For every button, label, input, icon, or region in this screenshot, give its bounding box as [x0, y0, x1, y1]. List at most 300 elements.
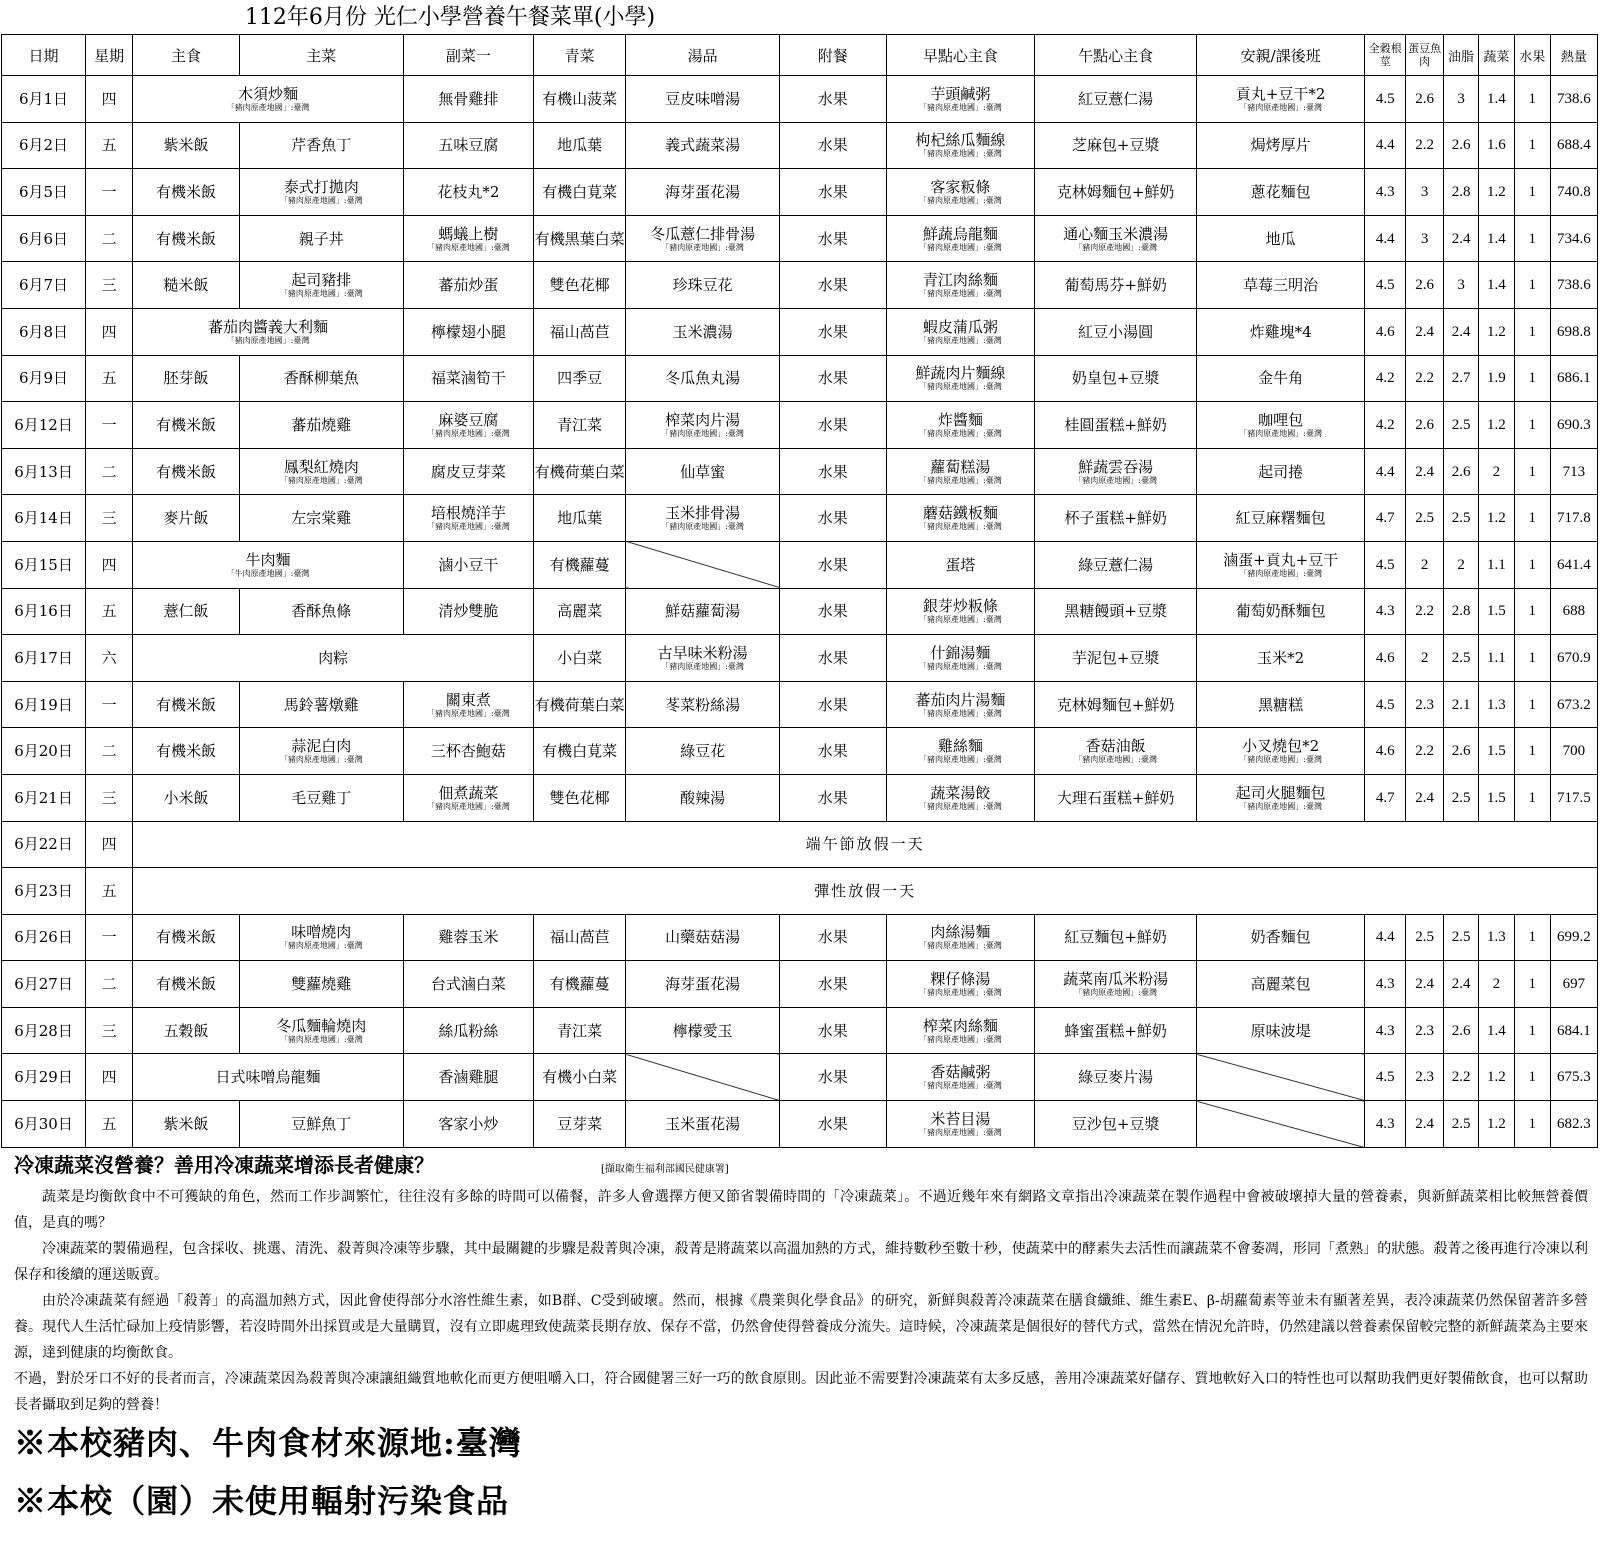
vegetable-cell-text: 有機山菠菜	[542, 89, 618, 108]
date-cell	[2, 961, 86, 1008]
side-dish-cell-text: 佃煮蔬菜	[438, 783, 499, 802]
nutrition-cell-text: 2.4	[1415, 976, 1435, 993]
nutrition-cell	[1444, 1054, 1479, 1101]
afterschool-cell	[1197, 914, 1365, 961]
weekday-cell-text: 四	[101, 555, 117, 574]
nutrition-cell	[1365, 1007, 1406, 1054]
origin-note: 「豬肉原產地國」:臺灣	[279, 941, 363, 951]
afterschool-cell-text: 起司火腿麵包	[1235, 783, 1326, 802]
nutrition-cell-text: 3	[1420, 183, 1429, 200]
soup-cell	[626, 495, 780, 542]
snack-cell	[1035, 495, 1197, 542]
nutrition-cell-text: 2.5	[1451, 416, 1471, 433]
nutrition-cell	[1444, 541, 1479, 588]
origin-note: 「豬肉原產地國」:臺灣	[1074, 242, 1157, 252]
nutrition-cell-text: 2.3	[1415, 1069, 1435, 1086]
table-row	[2, 122, 1598, 169]
snack-cell-text: 紅豆小湯圓	[1078, 322, 1154, 341]
breakfast-cell-text: 榨菜肉絲麵	[922, 1016, 998, 1035]
nutrition-cell	[1478, 262, 1514, 309]
snack-cell	[1035, 1101, 1197, 1148]
afterschool-cell	[1197, 215, 1365, 262]
column-header: 蔬菜	[1478, 35, 1514, 76]
nutrition-cell	[1444, 169, 1479, 216]
date-cell	[2, 169, 86, 216]
nutrition-cell	[1365, 448, 1406, 495]
weekday-cell-text: 五	[101, 369, 117, 388]
nutrition-cell	[1478, 541, 1514, 588]
staple-cell-text: 薏仁飯	[163, 602, 209, 621]
nutrition-cell-text: 1.2	[1487, 1116, 1506, 1133]
vegetable-cell	[533, 774, 625, 821]
nutrition-cell	[1478, 681, 1514, 728]
nutrition-cell-text: 1.4	[1487, 1022, 1506, 1039]
weekday-cell	[86, 122, 133, 169]
vegetable-cell-text: 青江菜	[557, 1021, 603, 1040]
nutrition-cell	[1406, 541, 1444, 588]
breakfast-cell-text: 蔬菜湯餃	[930, 783, 991, 802]
side-dish-cell	[403, 1101, 533, 1148]
nutrition-cell	[1444, 448, 1479, 495]
side-dish-cell-text: 培根燒洋芋	[430, 504, 506, 523]
nutrition-cell-text: 2.6	[1451, 463, 1471, 480]
nutrition-cell-text: 1.4	[1487, 90, 1506, 107]
weekday-cell-text: 六	[101, 648, 117, 667]
origin-note: 「豬肉原產地國」:臺灣	[919, 708, 1002, 718]
nutrition-cell-text: 2.6	[1415, 277, 1435, 294]
nutrition-cell	[1478, 635, 1514, 682]
nutrition-cell	[1444, 355, 1479, 402]
snack-cell-text: 桂圓蛋糕+鮮奶	[1064, 415, 1167, 434]
afterschool-cell	[1197, 728, 1365, 775]
breakfast-cell-text: 什錦湯麵	[930, 643, 991, 662]
staple-cell-text: 有機米飯	[155, 928, 216, 947]
extra-cell-text: 水果	[817, 509, 848, 528]
afterschool-cell-text: 蔥花麵包	[1250, 182, 1311, 201]
date-cell-text: 6月27日	[14, 975, 73, 994]
nutrition-cell-text: 1	[1528, 370, 1537, 387]
main-dish-cell-text: 蒜泥白肉	[291, 737, 352, 756]
nutrition-cell-text: 1	[1528, 789, 1537, 806]
origin-note: 「豬肉原產地國」:臺灣	[919, 1128, 1002, 1138]
main-dish-cell	[239, 728, 403, 775]
nutrition-cell-text: 697	[1562, 976, 1586, 993]
side-dish-cell-text: 螞蟻上樹	[438, 224, 499, 243]
date-cell	[2, 355, 86, 402]
nutrition-cell-text: 1.2	[1487, 323, 1506, 340]
side-dish-cell	[403, 588, 533, 635]
column-header: 湯品	[626, 35, 780, 76]
main-dish-cell	[239, 355, 403, 402]
soup-cell-text: 榨菜肉片湯	[665, 410, 741, 429]
staple-cell-text: 有機米飯	[155, 742, 216, 761]
nutrition-cell-text: 670.9	[1556, 649, 1591, 666]
staple-cell	[133, 215, 240, 262]
snack-cell-text: 黑糖饅頭+豆漿	[1064, 602, 1167, 621]
weekday-cell	[86, 635, 133, 682]
staple-cell	[133, 1007, 240, 1054]
side-dish-cell-text: 麻婆豆腐	[438, 410, 499, 429]
nutrition-cell-text: 4.3	[1375, 183, 1395, 200]
nutrition-cell	[1444, 728, 1479, 775]
nutrition-cell-text: 1	[1528, 416, 1537, 433]
origin-note: 「豬肉原產地國」:臺灣	[427, 801, 510, 811]
nutrition-cell-text: 1	[1528, 743, 1537, 760]
weekday-cell	[86, 774, 133, 821]
nutrition-cell	[1406, 1007, 1444, 1054]
snack-cell-text: 通心麵玉米濃湯	[1063, 224, 1169, 243]
nutrition-cell	[1478, 728, 1514, 775]
nutrition-cell-text: 2.6	[1415, 416, 1435, 433]
main-dish-cell-text: 芹香魚丁	[291, 136, 352, 155]
column-header: 副菜一	[403, 35, 533, 76]
article-title: 冷凍蔬菜沒營養？善用冷凍蔬菜增添長者健康？	[14, 1153, 434, 1177]
side-dish-cell-text: 滷小豆干	[438, 555, 499, 574]
nutrition-cell	[1406, 448, 1444, 495]
nutrition-cell	[1550, 588, 1597, 635]
main-dish-cell	[239, 588, 403, 635]
nutrition-cell-text: 2.5	[1451, 510, 1471, 527]
nutrition-cell	[1550, 961, 1597, 1008]
date-cell	[2, 76, 86, 123]
side-dish-cell-text: 無骨雞排	[438, 89, 499, 108]
snack-cell	[1035, 774, 1197, 821]
nutrition-cell-text: 2.5	[1415, 510, 1435, 527]
snack-cell-text: 綠豆麥片湯	[1078, 1068, 1154, 1087]
nutrition-cell-text: 698.8	[1556, 323, 1591, 340]
soup-cell-text: 冬瓜薏仁排骨湯	[650, 224, 756, 243]
breakfast-cell	[886, 355, 1035, 402]
column-header: 附餐	[779, 35, 886, 76]
snack-cell-text: 紅豆麵包+鮮奶	[1064, 928, 1167, 947]
side-dish-cell	[403, 308, 533, 355]
origin-note: 「豬肉原產地國」:臺灣	[919, 102, 1002, 112]
vegetable-cell	[533, 122, 625, 169]
nutrition-cell-text: 1.2	[1487, 1069, 1506, 1086]
nutrition-cell-text: 738.6	[1556, 90, 1591, 107]
side-dish-cell-text: 三杯杏鮑菇	[430, 742, 506, 761]
extra-cell	[779, 262, 886, 309]
date-cell-text: 6月22日	[14, 835, 73, 854]
nutrition-cell-text: 2.8	[1451, 183, 1471, 200]
article-source: [擷取衛生福利部國民健康署]	[600, 1164, 729, 1175]
breakfast-cell	[886, 681, 1035, 728]
weekday-cell	[86, 448, 133, 495]
main-dish-cell	[239, 169, 403, 216]
breakfast-cell-text: 香菇鹹粥	[930, 1063, 991, 1082]
nutrition-cell	[1478, 402, 1514, 449]
date-cell	[2, 262, 86, 309]
main-dish-cell	[239, 495, 403, 542]
soup-cell-text: 檸檬愛玉	[672, 1021, 733, 1040]
nutrition-cell-text: 1	[1528, 230, 1537, 247]
afterschool-cell-text: 黑糖糕	[1258, 695, 1304, 714]
nutrition-cell	[1514, 308, 1550, 355]
date-cell	[2, 448, 86, 495]
nutrition-cell	[1514, 635, 1550, 682]
nutrition-cell-text: 3	[1457, 277, 1465, 294]
snack-cell	[1035, 635, 1197, 682]
weekday-cell	[86, 821, 133, 868]
origin-note: 「豬肉原產地國」:臺灣	[1239, 568, 1323, 578]
breakfast-cell-text: 蛋塔	[945, 555, 976, 574]
nutrition-cell	[1406, 215, 1444, 262]
afterschool-cell-text: 炸雞塊*4	[1249, 322, 1312, 341]
staple-cell	[133, 495, 240, 542]
afterschool-cell	[1197, 262, 1365, 309]
date-cell	[2, 588, 86, 635]
weekday-cell-text: 二	[101, 975, 117, 994]
snack-cell	[1035, 448, 1197, 495]
snack-cell-text: 蔬菜南瓜米粉湯	[1063, 970, 1169, 989]
table-row	[2, 1007, 1598, 1054]
extra-cell	[779, 541, 886, 588]
origin-note: 「豬肉原產地國」:臺灣	[1239, 755, 1323, 765]
soup-cell	[626, 774, 780, 821]
nutrition-cell	[1365, 76, 1406, 123]
afterschool-cell	[1197, 588, 1365, 635]
nutrition-cell-text: 2.5	[1451, 929, 1471, 946]
extra-cell	[779, 308, 886, 355]
nutrition-cell-text: 2.2	[1415, 370, 1435, 387]
weekday-cell-text: 四	[101, 89, 117, 108]
date-cell	[2, 868, 86, 915]
origin-note: 「豬肉原產地國」:臺灣	[279, 289, 363, 299]
weekday-cell	[86, 868, 133, 915]
nutrition-cell-text: 1.6	[1487, 137, 1506, 154]
date-cell	[2, 495, 86, 542]
date-cell-text: 6月6日	[18, 229, 69, 248]
nutrition-cell	[1514, 1007, 1550, 1054]
side-dish-cell	[403, 448, 533, 495]
nutrition-cell-text: 2.7	[1451, 370, 1471, 387]
origin-note: 「豬肉原產地國」:臺灣	[279, 475, 363, 485]
nutrition-cell-text: 1	[1528, 463, 1537, 480]
afterschool-cell-text: 貢丸+豆干*2	[1235, 84, 1326, 103]
snack-cell	[1035, 1054, 1197, 1101]
origin-note: 「豬肉原產地國」:臺灣	[427, 428, 510, 438]
side-dish-cell-text: 腐皮豆芽菜	[430, 462, 506, 481]
extra-cell-text: 水果	[817, 462, 848, 481]
extra-cell-text: 水果	[817, 89, 848, 108]
breakfast-cell-text: 客家粄條	[930, 177, 991, 196]
nutrition-cell-text: 2.6	[1451, 1022, 1471, 1039]
nutrition-cell-text: 2.6	[1451, 743, 1471, 760]
nutrition-cell	[1365, 541, 1406, 588]
side-dish-cell-text: 清炒雙脆	[438, 602, 499, 621]
main-dish-cell	[239, 402, 403, 449]
afterschool-cell	[1197, 402, 1365, 449]
vegetable-cell-text: 有機蘿蔓	[549, 975, 610, 994]
breakfast-cell-text: 炸醬麵	[937, 410, 983, 429]
afterschool-cell	[1197, 1054, 1365, 1101]
origin-note: 「豬肉原產地國」:臺灣	[279, 755, 363, 765]
soup-cell-text: 冬瓜魚丸湯	[665, 369, 741, 388]
vegetable-cell-text: 四季豆	[557, 369, 603, 388]
nutrition-cell	[1406, 495, 1444, 542]
nutrition-cell	[1514, 215, 1550, 262]
weekday-cell-text: 一	[101, 415, 117, 434]
weekday-cell-text: 三	[101, 509, 117, 528]
main-dish-cell-text: 起司豬排	[291, 271, 352, 290]
snack-cell	[1035, 122, 1197, 169]
note-meat-origin: ※本校豬肉、牛肉食材來源地:臺灣	[14, 1424, 522, 1462]
nutrition-cell-text: 717.5	[1556, 789, 1591, 806]
nutrition-cell-text: 684.1	[1556, 1022, 1591, 1039]
date-cell-text: 6月29日	[14, 1068, 73, 1087]
side-dish-cell	[403, 774, 533, 821]
soup-cell	[626, 402, 780, 449]
nutrition-cell	[1478, 169, 1514, 216]
staple-cell	[133, 122, 240, 169]
vegetable-cell	[533, 402, 625, 449]
breakfast-cell-text: 蝦皮蒲瓜粥	[922, 317, 998, 336]
origin-note: 「豬肉原產地國」:臺灣	[1239, 801, 1323, 811]
nutrition-cell	[1365, 588, 1406, 635]
weekday-cell	[86, 1007, 133, 1054]
nutrition-cell	[1365, 1054, 1406, 1101]
soup-cell-text: 珍珠豆花	[672, 276, 733, 295]
breakfast-cell-text: 芋頭鹹粥	[930, 84, 991, 103]
origin-note: 「豬肉原產地國」:臺灣	[661, 428, 744, 438]
origin-note: 「豬肉原產地國」:臺灣	[919, 522, 1002, 532]
nutrition-cell-text: 2.5	[1451, 649, 1471, 666]
nutrition-cell-text: 1	[1528, 183, 1537, 200]
extra-cell	[779, 1054, 886, 1101]
weekday-cell-text: 五	[101, 602, 117, 621]
nutrition-cell-text: 1	[1528, 1022, 1537, 1039]
vegetable-cell	[533, 914, 625, 961]
date-cell	[2, 122, 86, 169]
vegetable-cell-text: 有機黑葉白菜	[534, 229, 625, 248]
origin-note: 「豬肉原產地國」:臺灣	[279, 195, 363, 205]
vegetable-cell	[533, 76, 625, 123]
soup-cell-text: 海芽蛋花湯	[665, 182, 741, 201]
vegetable-cell	[533, 635, 625, 682]
extra-cell-text: 水果	[817, 322, 848, 341]
side-dish-cell-text: 福菜滷筍干	[430, 369, 506, 388]
soup-cell-text: 綠豆花	[680, 742, 726, 761]
date-cell	[2, 681, 86, 728]
nutrition-cell	[1406, 961, 1444, 1008]
column-header: 全穀根莖	[1365, 35, 1406, 76]
nutrition-cell-text: 4.3	[1375, 976, 1395, 993]
soup-cell	[626, 681, 780, 728]
origin-note: 「豬肉原產地國」:臺灣	[919, 382, 1002, 392]
column-header: 主菜	[239, 35, 403, 76]
breakfast-cell-text: 蘿蔔糕湯	[930, 457, 991, 476]
snack-cell-text: 鮮蔬雲吞湯	[1078, 457, 1154, 476]
extra-cell	[779, 774, 886, 821]
soup-cell-text: 玉米蛋花湯	[665, 1115, 741, 1134]
nutrition-cell-text: 4.4	[1375, 230, 1395, 247]
breakfast-cell-text: 粿仔條湯	[930, 970, 991, 989]
snack-cell	[1035, 308, 1197, 355]
snack-cell-text: 克林姆麵包+鮮奶	[1056, 182, 1175, 201]
origin-note: 「豬肉原產地國」:臺灣	[1074, 755, 1157, 765]
origin-note: 「豬肉原產地國」:臺灣	[919, 149, 1002, 159]
nutrition-cell-text: 2.2	[1415, 603, 1435, 620]
side-dish-cell-text: 蕃茄炒蛋	[438, 276, 499, 295]
table-row	[2, 1101, 1598, 1148]
staple-cell-text: 有機米飯	[155, 229, 216, 248]
staple-cell-text: 紫米飯	[163, 136, 209, 155]
extra-cell-text: 水果	[817, 1068, 848, 1087]
nutrition-cell-text: 686.1	[1556, 370, 1591, 387]
vegetable-cell-text: 雙色花椰	[549, 276, 610, 295]
soup-cell-text: 豆皮味噌湯	[665, 89, 741, 108]
nutrition-cell-text: 1.2	[1487, 183, 1506, 200]
weekday-cell-text: 五	[101, 881, 117, 900]
staple-cell-text: 有機米飯	[155, 695, 216, 714]
nutrition-cell	[1444, 588, 1479, 635]
nutrition-cell	[1365, 681, 1406, 728]
date-cell-text: 6月1日	[18, 89, 69, 108]
nutrition-cell-text: 4.5	[1375, 277, 1395, 294]
staple-cell	[133, 262, 240, 309]
nutrition-cell	[1478, 122, 1514, 169]
nutrition-cell-text: 1.2	[1487, 416, 1506, 433]
weekday-cell-text: 五	[101, 136, 117, 155]
vegetable-cell	[533, 262, 625, 309]
side-dish-cell	[403, 1054, 533, 1101]
main-dish-cell	[239, 681, 403, 728]
afterschool-cell-text: 玉米*2	[1257, 648, 1305, 667]
nutrition-cell-text: 1	[1528, 1069, 1537, 1086]
weekday-cell-text: 五	[101, 1115, 117, 1134]
afterschool-cell-text: 奶香麵包	[1250, 928, 1311, 947]
main-dish-cell-text: 蕃茄燒雞	[291, 415, 352, 434]
weekday-cell-text: 一	[101, 695, 117, 714]
snack-cell	[1035, 681, 1197, 728]
afterschool-cell-text: 葡萄奶酥麵包	[1235, 602, 1326, 621]
vegetable-cell	[533, 1054, 625, 1101]
soup-cell-text: 玉米濃湯	[672, 322, 733, 341]
extra-cell	[779, 588, 886, 635]
page-title: 112年6月份 光仁小學營養午餐菜單(小學)	[244, 5, 656, 30]
nutrition-cell	[1365, 215, 1406, 262]
nutrition-cell-text: 1.5	[1487, 743, 1506, 760]
nutrition-cell-text: 4.6	[1375, 323, 1395, 340]
nutrition-cell-text: 2	[1420, 649, 1429, 666]
menu-table	[1, 34, 1598, 1148]
vegetable-cell-text: 有機白莧菜	[542, 182, 618, 201]
extra-cell	[779, 215, 886, 262]
staple-cell-text: 有機米飯	[155, 975, 216, 994]
extra-cell	[779, 728, 886, 775]
soup-cell	[626, 1054, 780, 1101]
extra-cell-text: 水果	[817, 555, 848, 574]
nutrition-cell-text: 1	[1528, 277, 1537, 294]
nutrition-cell-text: 700	[1562, 743, 1586, 760]
side-dish-cell	[403, 122, 533, 169]
nutrition-cell-text: 4.5	[1375, 556, 1395, 573]
nutrition-cell-text: 2.5	[1451, 789, 1471, 806]
nutrition-cell-text: 4.4	[1375, 929, 1395, 946]
nutrition-cell	[1444, 122, 1479, 169]
soup-cell	[626, 1007, 780, 1054]
date-cell	[2, 635, 86, 682]
date-cell	[2, 774, 86, 821]
nutrition-cell-text: 4.3	[1375, 1116, 1395, 1133]
nutrition-cell-text: 673.2	[1556, 696, 1591, 713]
snack-cell-text: 香菇油飯	[1085, 737, 1146, 756]
nutrition-cell	[1514, 122, 1550, 169]
table-row	[2, 448, 1598, 495]
nutrition-cell-text: 4.4	[1375, 137, 1395, 154]
nutrition-cell-text: 1	[1528, 929, 1537, 946]
nutrition-cell-text: 1	[1528, 696, 1537, 713]
